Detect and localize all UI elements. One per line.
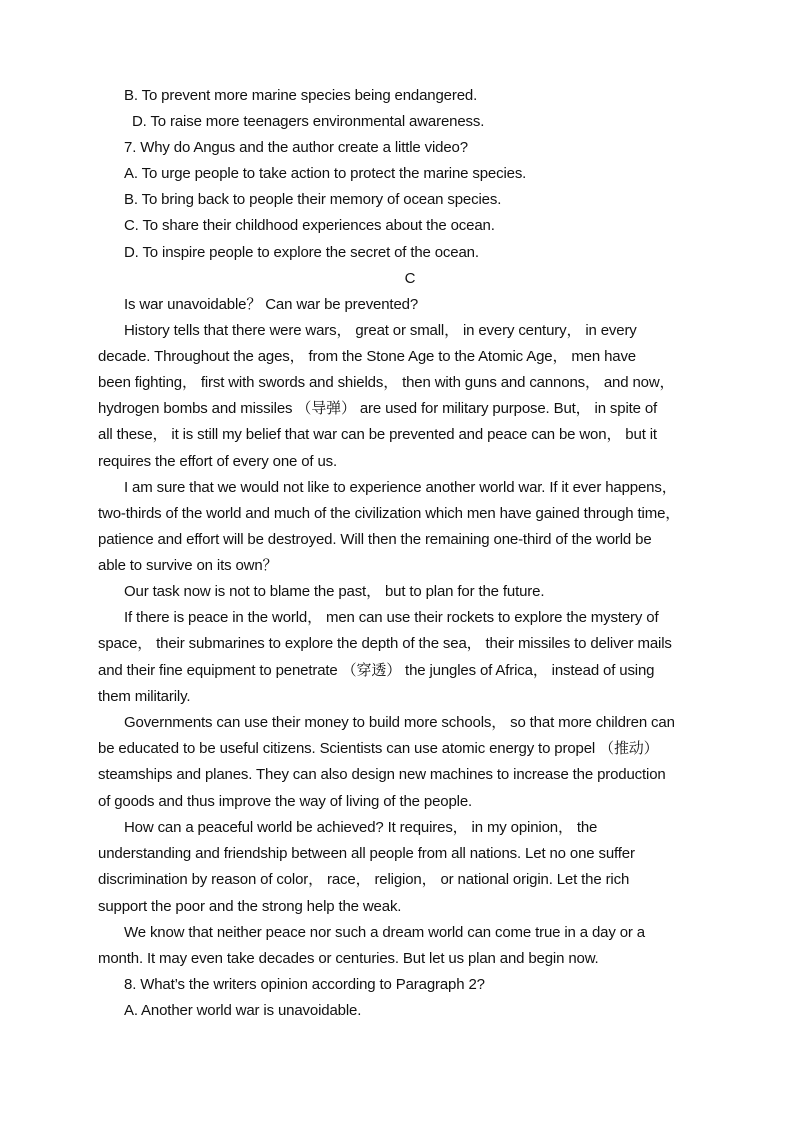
- q7-question: 7. Why do Angus and the author create a little video?: [124, 139, 468, 156]
- q8-option-a: A. Another world war is unavoidable.: [124, 1002, 362, 1019]
- q6-option-d: D. To raise more teenagers environmental awareness.: [132, 113, 485, 130]
- passage-line: of goods and thus improve the way of living of the people.: [98, 793, 473, 810]
- passage-line: and their fine equipment to penetrate （穿透） the jungles of Africa， instead of using: [98, 662, 655, 679]
- passage-line: patience and effort will be destroyed. Will then the remaining one-third of the world be: [98, 531, 652, 548]
- q7-option-b: B. To bring back to people their memory of ocean species.: [124, 191, 502, 208]
- passage-line: been fighting， first with swords and shields， then with guns and cannons， and now，: [98, 374, 675, 391]
- q7-option-a: A. To urge people to take action to protect the marine species.: [124, 165, 527, 182]
- passage-line: month. It may even take decades or centuries. But let us plan and begin now.: [98, 950, 599, 967]
- passage-line: decade. Throughout the ages， from the Stone Age to the Atomic Age， men have: [98, 348, 636, 365]
- passage-line: History tells that there were wars， great or small， in every century， in every: [124, 322, 637, 339]
- q6-option-b: B. To prevent more marine species being endangered.: [124, 87, 478, 104]
- passage-line: understanding and friendship between all people from all nations. Let no one suffer: [98, 845, 635, 862]
- passage-line: them militarily.: [98, 688, 191, 705]
- passage-line: able to survive on its own？: [98, 557, 278, 574]
- q8-question: 8. What’s the writers opinion according to Paragraph 2?: [124, 976, 485, 993]
- passage-line: We know that neither peace nor such a dream world can come true in a day or a: [124, 924, 645, 941]
- q7-option-c: C. To share their childhood experiences about the ocean.: [124, 217, 495, 234]
- passage-line: requires the effort of every one of us.: [98, 453, 338, 470]
- section-label: C: [404, 270, 416, 287]
- passage-line: all these， it is still my belief that war can be prevented and peace can be won， but it: [98, 426, 657, 443]
- q7-option-d: D. To inspire people to explore the secret of the ocean.: [124, 244, 479, 261]
- passage-line: I am sure that we would not like to experience another world war. If it ever happens，: [124, 479, 677, 496]
- passage-line: If there is peace in the world， men can use their rockets to explore the mystery of: [124, 609, 659, 626]
- passage-line: support the poor and the strong help the weak.: [98, 898, 402, 915]
- passage-line: Governments can use their money to build more schools， so that more children can: [124, 714, 675, 731]
- passage-line: discrimination by reason of color， race， religion， or national origin. Let the rich: [98, 871, 630, 888]
- passage-line: steamships and planes. They can also design new machines to increase the production: [98, 766, 666, 783]
- passage-line: space， their submarines to explore the depth of the sea， their missiles to deliver mails: [98, 635, 672, 652]
- passage-line: two-thirds of the world and much of the civilization which men have gained through time，: [98, 505, 681, 522]
- passage-line: Is war unavoidable？ Can war be prevented?: [124, 296, 419, 313]
- passage-line: Our task now is not to blame the past， but to plan for the future.: [124, 583, 545, 600]
- passage-line: be educated to be useful citizens. Scientists can use atomic energy to propel （推动）: [98, 740, 659, 757]
- passage-line: How can a peaceful world be achieved? It requires， in my opinion， the: [124, 819, 598, 836]
- passage-line: hydrogen bombs and missiles （导弹） are used for military purpose. But， in spite of: [98, 400, 658, 417]
